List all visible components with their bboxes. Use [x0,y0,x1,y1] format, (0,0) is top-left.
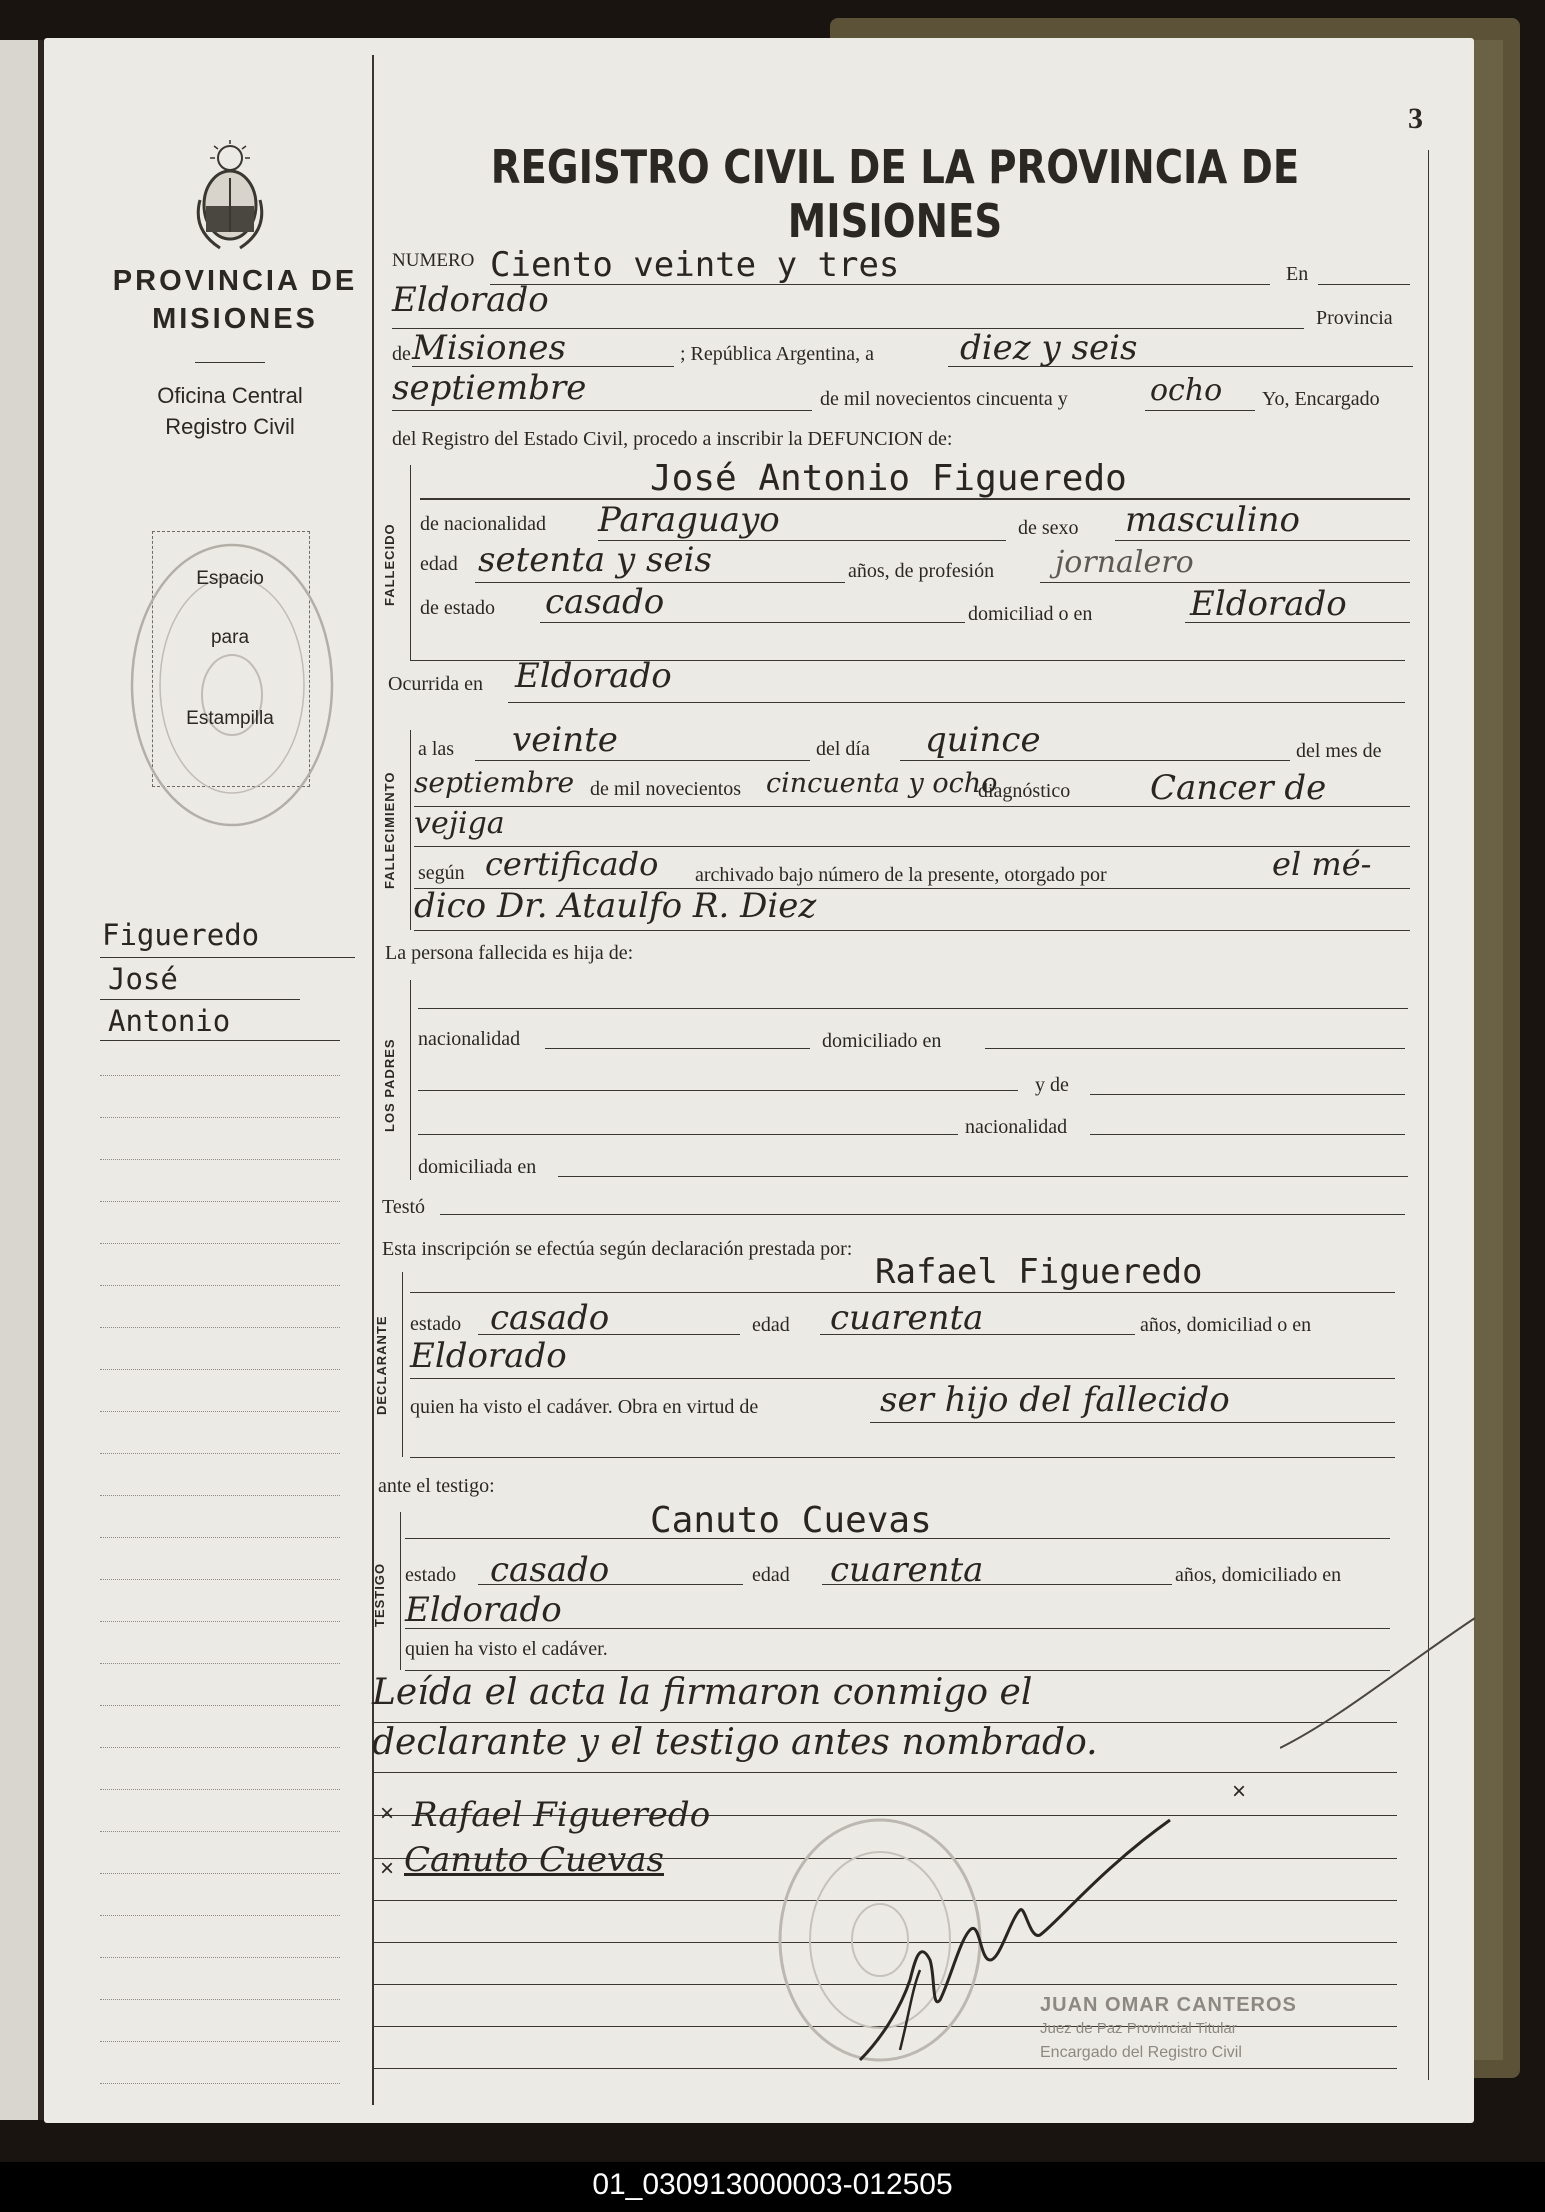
sidebar-ruled-line [100,1621,340,1622]
line-declarante-vinculo [870,1422,1395,1423]
line-sexo [1115,540,1410,541]
label-anos-domiciliado-declarante: años, domiciliad o en [1140,1314,1312,1336]
label-numero: NUMERO [392,250,475,271]
sidebar-name-first: José [108,962,178,996]
line-declarante-estado [478,1334,740,1335]
value-anio: cincuenta y ocho [766,768,998,799]
label-de-mil: de mil novecientos cincuenta y [820,388,1068,410]
page-number: 3 [1408,102,1423,135]
label-del-mes-de: del mes de [1296,740,1382,762]
line-testigo-extra [405,1670,1390,1671]
label-nacionalidad-padre: nacionalidad [418,1028,521,1050]
line-declarante-edad [820,1334,1135,1335]
line-fecha-dia [948,366,1413,367]
value-ocurrida: Eldorado [515,656,672,696]
line-padre-nombre [418,1008,1408,1009]
label-en: En [1286,263,1309,285]
value-provincia: Misiones [412,328,566,368]
page-title: REGISTRO CIVIL DE LA PROVINCIA DE MISIONES [490,140,1300,248]
sidebar-ruled-line [100,2041,340,2042]
label-segun: según [418,862,465,884]
sidebar-ruled-line [100,1789,340,1790]
value-dia: quince [925,720,1041,760]
label-de-sexo: de sexo [1018,517,1079,539]
label-anos-domiciliado-testigo: años, domiciliado en [1175,1564,1342,1586]
line-testo [440,1214,1405,1215]
value-diagnostico-1: Cancer de [1150,768,1327,808]
line-estado [540,622,965,623]
sidebar-ruled-line [100,1705,340,1706]
label-domiciliado-en: domiciliad o en [968,603,1093,625]
line-madre-nombre [1090,1094,1405,1095]
section-declarante: DECLARANTE [374,1315,389,1415]
value-segun: certificado [485,845,659,883]
line-fecha-mes [392,410,812,411]
label-de-nacionalidad: de nacionalidad [420,513,547,535]
value-nombre: José Antonio Figueredo [650,458,1127,499]
sidebar-name-middle: Antonio [108,1004,231,1038]
line-madre-extra [418,1134,958,1135]
line-diagnostico-1 [414,806,1410,807]
value-fecha-mes: septiembre [392,368,587,408]
sidebar-ruled-line [100,1159,340,1160]
line-profesion [1040,582,1410,583]
coat-of-arms-icon [190,140,270,255]
sidebar-ruled-line [100,1285,340,1286]
line-otorgado-2 [414,930,1410,931]
label-estado-testigo: estado [405,1564,457,1586]
section-fallecimiento: FALLECIMIENTO [382,771,397,889]
label-de-estado: de estado [420,597,495,619]
label-de-mil-novecientos: de mil novecientos [590,778,742,800]
sidebar-ruled-line [100,1999,340,2000]
line-testigo-edad [822,1584,1172,1585]
official-title-2: Encargado del Registro Civil [1040,2044,1242,2061]
signature-mark-1: × [380,1800,395,1827]
sidebar-ruled-line [100,1117,340,1118]
value-sexo: masculino [1125,500,1301,540]
sidebar-ruled-line [100,1747,340,1748]
line-declarante-nombre [410,1292,1395,1293]
signature-mark-2: × [380,1855,395,1882]
sidebar-ruled-line [100,1537,340,1538]
value-declarante-vinculo: ser hijo del fallecido [880,1380,1230,1420]
line-hora [475,760,810,761]
form-right-border [1428,150,1429,2080]
line-fecha-anio [1145,410,1255,411]
value-declarante-edad: cuarenta [830,1298,984,1338]
image-caption: 01_030913000003-012505 [592,2168,953,2201]
label-domiciliada-en: domiciliada en [418,1156,537,1178]
line-testigo-domicilio [405,1628,1390,1629]
line-dia [900,760,1290,761]
sidebar-rule-1 [100,957,355,958]
label-de: de [392,343,411,365]
value-declarante-nombre: Rafael Figueredo [875,1252,1203,1292]
line-testigo-estado [478,1584,743,1585]
sidebar-ruled-line [100,1495,340,1496]
value-testigo-nombre: Canuto Cuevas [650,1500,932,1541]
stamp-text-para: para [210,627,250,648]
value-testigo-domicilio: Eldorado [405,1590,562,1630]
line-domicilio-madre [558,1176,1408,1177]
label-anos-profesion: años, de profesión [848,560,995,582]
label-estado-declarante: estado [410,1313,462,1335]
line-nacionalidad-padre [545,1048,810,1049]
label-nacionalidad-madre: nacionalidad [965,1116,1068,1138]
label-inscripcion: Esta inscripción se efectúa según declaración prestada por: [382,1238,853,1260]
value-declarante-estado: casado [490,1298,610,1338]
stamp-text-espacio: Espacio [196,568,264,589]
sidebar-ruled-line [100,1579,340,1580]
value-domicilio: Eldorado [1190,584,1347,624]
sidebar-ruled-line [100,1453,340,1454]
label-testo: Testó [382,1196,426,1218]
label-del-dia: del día [816,738,870,760]
label-diagnostico: diagnóstico [978,780,1071,802]
value-mes: septiembre [414,766,575,799]
official-name: JUAN OMAR CANTEROS [1040,1994,1297,2016]
value-fecha-dia: diez y seis [960,328,1138,368]
sidebar-rule [195,362,265,363]
signature-mark-3: × [1232,1778,1247,1805]
line-domicilio [1185,622,1410,623]
sidebar-divider [372,55,374,2105]
sidebar-ruled-line [100,1243,340,1244]
value-otorgado-1: el mé- [1272,845,1372,883]
line-domicilio-padre [985,1048,1405,1049]
sidebar-ruled-line [100,1411,340,1412]
official-title-1: Juez de Paz Provincial Titular [1040,2020,1237,2037]
signature-testigo: Canuto Cuevas [404,1840,664,1880]
label-yo-encargado: Yo, Encargado [1262,388,1380,410]
sidebar-ruled-line [100,1663,340,1664]
sidebar-ruled-line [100,1915,340,1916]
line-numero [490,284,1270,285]
sidebar-rule-2 [100,999,300,1000]
value-otorgado-2: dico Dr. Ataulfo R. Diez [414,886,817,926]
label-a-las: a las [418,738,455,760]
value-estado: casado [545,582,665,622]
stamp-text-estampilla: Estampilla [186,708,274,729]
line-declarante-domicilio [410,1378,1395,1379]
closing-line-2: declarante y el testigo antes nombrado. [372,1722,1098,1763]
value-lugar: Eldorado [392,280,549,320]
label-archivado: archivado bajo número de la presente, otorgado por [695,864,1107,886]
sidebar-ruled-line [100,1369,340,1370]
label-republica: ; República Argentina, a [680,343,875,365]
value-diagnostico-2: vejiga [414,806,505,841]
sidebar-ruled-line [100,1831,340,1832]
province-heading: PROVINCIA DE MISIONES [112,265,358,335]
office-line-2: Registro Civil [165,414,295,439]
label-edad: edad [420,553,458,575]
value-declarante-domicilio: Eldorado [410,1336,567,1376]
left-page-edge [0,40,40,2120]
line-en [1318,284,1410,285]
sidebar-ruled-line [100,1075,340,1076]
label-quien-ha-visto-declarante: quien ha visto el cadáver. Obra en virtud de [410,1396,759,1418]
label-domiciliado-en-padre: domiciliado en [822,1030,942,1052]
section-fallecido: FALLECIDO [382,523,397,607]
label-edad-declarante: edad [752,1314,790,1336]
section-testigo: TESTIGO [372,1562,387,1628]
label-ante-el-testigo: ante el testigo: [378,1475,495,1497]
signature-declarante: Rafael Figueredo [412,1795,711,1835]
value-profesion: jornalero [1055,545,1194,580]
sidebar-ruled-line [100,1873,340,1874]
label-y-de: y de [1035,1074,1069,1096]
sidebar-rule-3 [100,1040,340,1041]
value-fecha-anio: ocho [1150,373,1223,408]
label-hija-de: La persona fallecida es hija de: [385,942,634,964]
sidebar-ruled-line [100,1327,340,1328]
value-testigo-estado: casado [490,1550,610,1590]
line-testigo-nombre [405,1538,1390,1539]
office-line-1: Oficina Central [157,383,303,408]
line-ocurrida [508,702,1405,703]
closing-line-1: Leída el acta la firmaron conmigo el [372,1672,1033,1713]
value-testigo-edad: cuarenta [830,1550,984,1590]
value-hora: veinte [512,720,618,760]
value-edad: setenta y seis [478,540,712,580]
line-declarante-extra [410,1457,1395,1458]
sidebar-ruled-line [100,1957,340,1958]
line-padre-extra [418,1090,1018,1091]
label-provincia: Provincia [1316,307,1393,329]
section-padres: LOS PADRES [382,1038,397,1132]
value-nacionalidad: Paraguayo [598,500,780,540]
label-ocurrida-en: Ocurrida en [388,673,483,695]
sidebar-name-surname: Figueredo [102,918,260,952]
label-del-registro: del Registro del Estado Civil, procedo a inscribir la DEFUNCION de: [392,428,953,450]
sidebar-ruled-line [100,1201,340,1202]
sidebar-ruled-line [100,2083,340,2084]
line-cierre-2 [372,1772,1397,1773]
margin-strike-icon [1280,1608,1480,1758]
label-quien-ha-visto-testigo: quien ha visto el cadáver. [405,1638,608,1660]
label-edad-testigo: edad [752,1564,790,1586]
line-provincia [412,366,674,367]
value-numero: Ciento veinte y tres [490,245,900,285]
line-nacionalidad-madre [1090,1134,1405,1135]
